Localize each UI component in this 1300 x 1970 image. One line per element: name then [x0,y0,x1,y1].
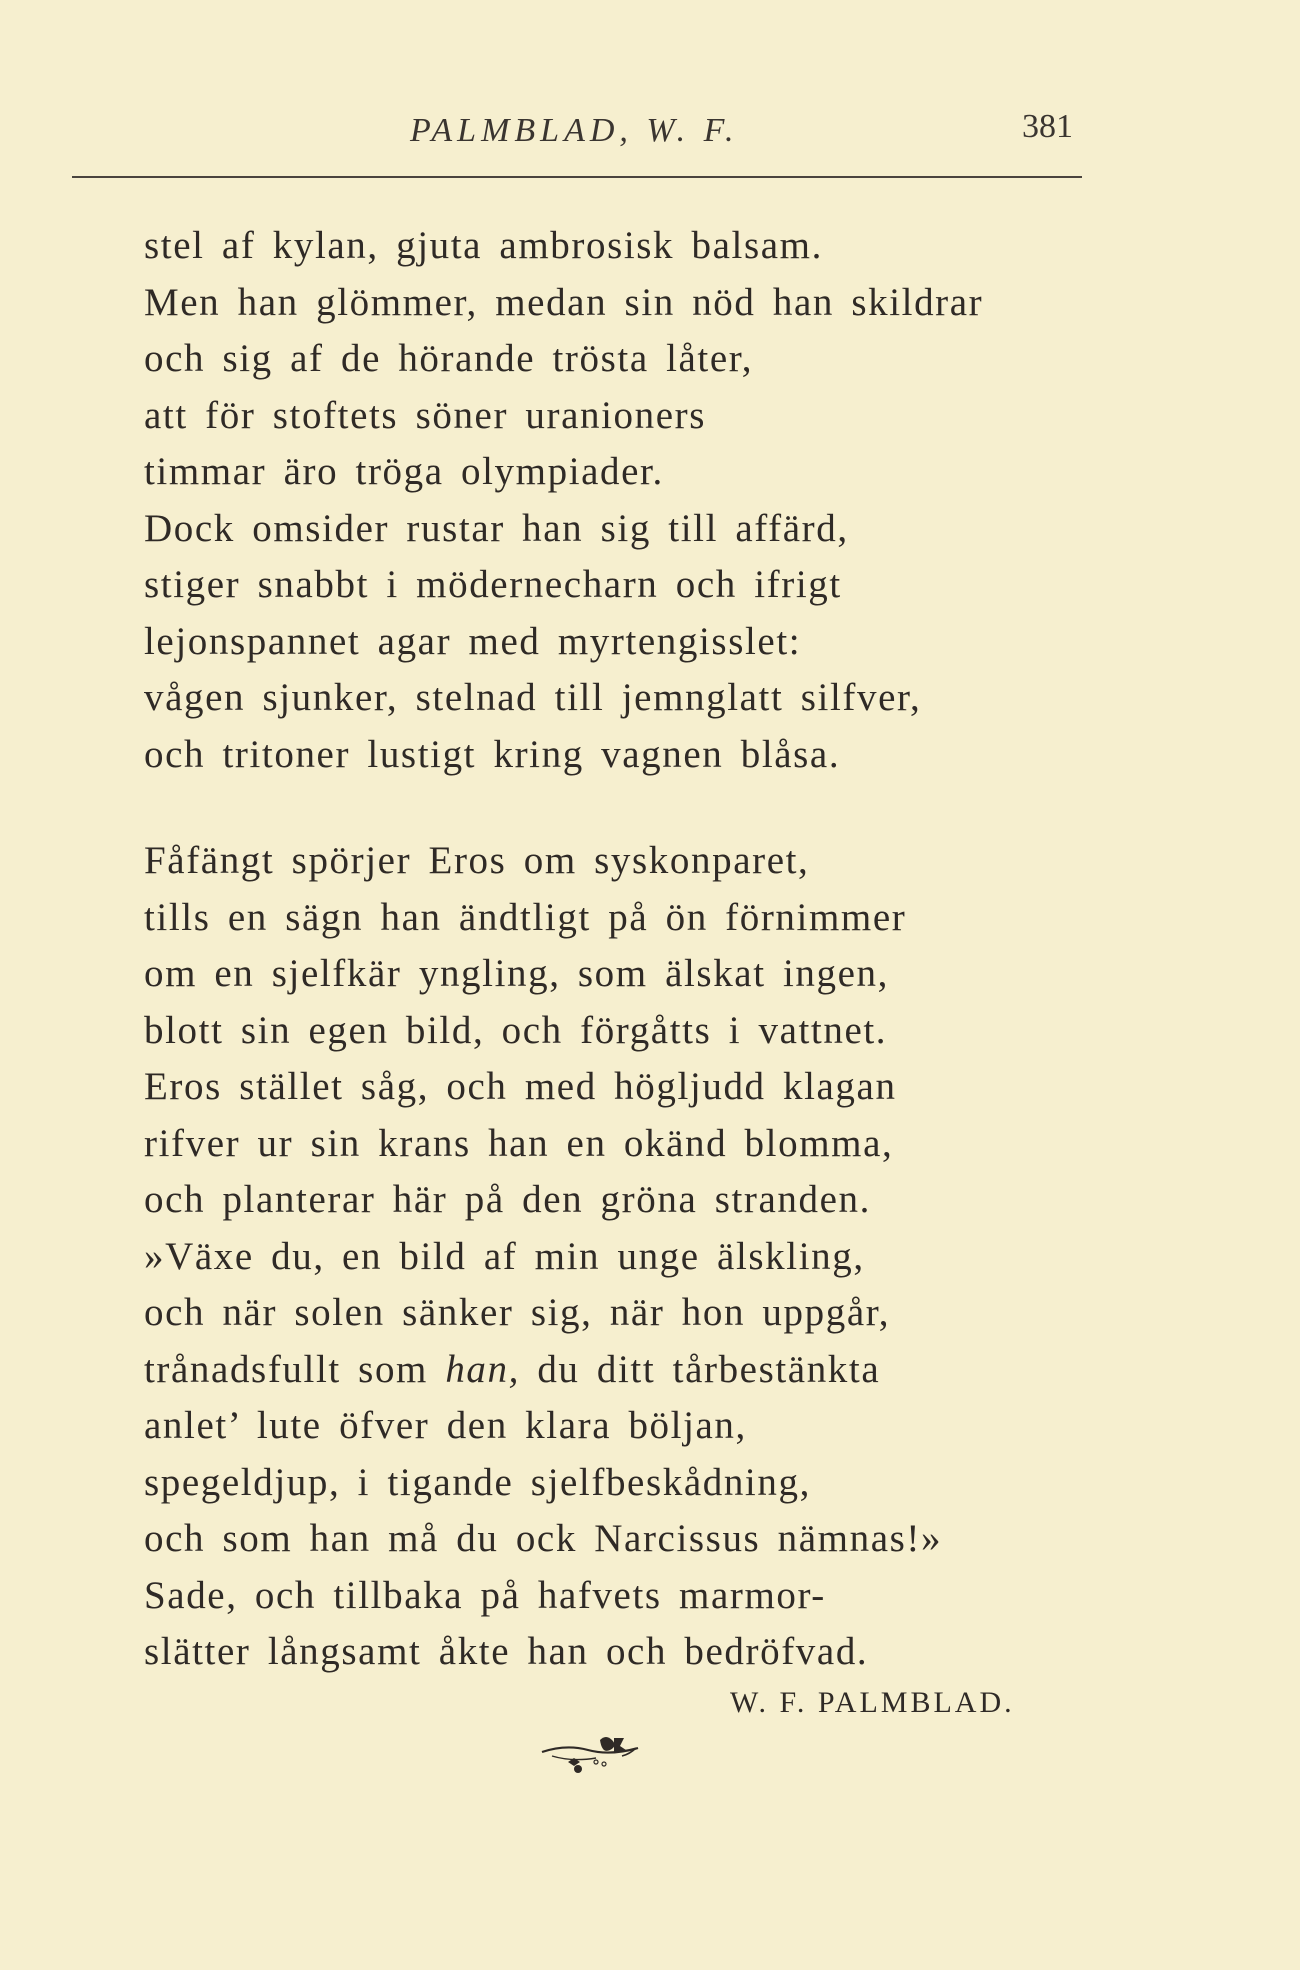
poem-line: spegeldjup, i tigande sjelfbeskådning, [144,1460,811,1504]
poem-line: Dock omsider rustar han sig till affärd, [144,506,849,550]
poem-line: lejonspannet agar med myrtengisslet: [144,619,802,663]
poem-line: anlet’ lute öfver den klara böljan, [144,1404,747,1447]
poem-line: och som han må du ock Narcissus nämnas!» [144,1517,943,1560]
poem-line: Sade, och tillbaka på hafvets marmor- [144,1573,826,1617]
stanza-1 [144,218,1144,783]
line-text-before: trånadsfullt som [144,1347,446,1391]
poem-line: blott sin egen bild, och förgåtts i vattnet. [144,1008,888,1052]
poem-line: rifver ur sin krans han en okänd blomma, [144,1121,894,1165]
poem-line: vågen sjunker, stelnad till jemnglatt silfver, [144,676,922,719]
poem-line: Fåfängt spörjer Eros om syskonparet, [144,839,810,882]
poem-line: tills en sägn han ändtligt på ön förnimmer [144,895,907,939]
poem-line: Men han glömmer, medan sin nöd han skildrar [144,280,984,324]
stanza-2 [144,833,1144,1681]
poem-line: »Växe du, en bild af min unge älskling, [144,1234,865,1278]
poem-line: timmar äro tröga olympiader. [144,450,664,493]
poem-line: Eros stället såg, och med högljudd klagan [144,1065,897,1108]
poem-line-with-italic [144,1342,1144,1399]
author-signature: W. F. PALMBLAD. [730,1686,1015,1719]
floral-vignette-icon [538,1732,648,1778]
poem-line: att för stoftets söner uranioners [144,393,706,437]
running-title: PALMBLAD, W. F. [410,112,739,149]
poem-line: och när solen sänker sig, när hon uppgår, [144,1291,891,1334]
poem-line: om en sjelfkär yngling, som älskat ingen, [144,952,889,995]
poem-line: slätter långsamt åkte han och bedröfvad. [144,1630,869,1673]
poem-line: och tritoner lustigt kring vagnen blåsa. [144,732,841,776]
page-number: 381 [1022,108,1073,145]
poem-line: och planterar här på den gröna stranden. [144,1178,871,1221]
italic-word: han, [445,1347,520,1391]
header-rule [72,176,1082,178]
poem-line: stiger snabbt i mödernecharn och ifrigt [144,563,842,606]
poem-line: och sig af de hörande trösta låter, [144,337,754,380]
poem-line: stel af kylan, gjuta ambrosisk balsam. [144,224,823,267]
line-text-after: du ditt tårbestänkta [519,1347,881,1391]
